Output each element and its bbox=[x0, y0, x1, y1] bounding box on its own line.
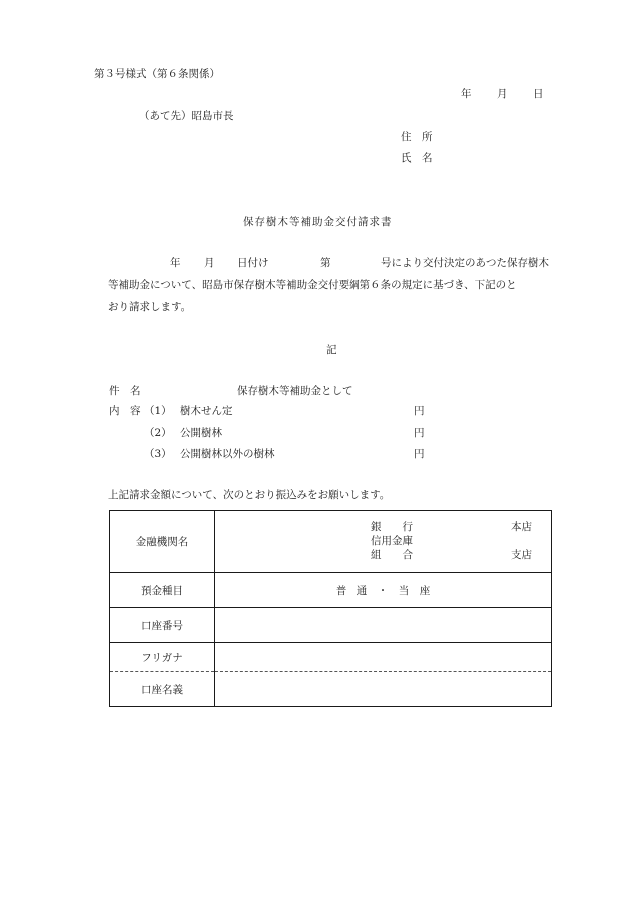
furigana-label-cell bbox=[110, 643, 215, 672]
content-item-number: （1） bbox=[144, 405, 172, 417]
body-line-3: おり請求します。 bbox=[108, 301, 192, 313]
content-item-number: （2） bbox=[144, 427, 172, 439]
account-number-label-cell bbox=[110, 608, 215, 643]
content-item-text: 樹木せん定 bbox=[180, 405, 233, 417]
date-year-label: 年 bbox=[461, 88, 472, 100]
content-item-number: （3） bbox=[144, 448, 172, 460]
document-title: 保存樹木等補助金交付請求書 bbox=[243, 216, 393, 228]
form-number: 第３号様式（第６条関係） bbox=[94, 68, 220, 80]
deposit-type-label: 預金種目 bbox=[141, 584, 183, 597]
institution-label: 金融機関名 bbox=[135, 536, 189, 548]
deposit-type-label-cell bbox=[110, 573, 215, 608]
content-label: 内 容 bbox=[109, 405, 141, 417]
decision-dated-label: 日付け bbox=[237, 257, 269, 269]
content-item-unit: 円 bbox=[414, 405, 425, 417]
content-item-text: 公開樹林 bbox=[180, 427, 222, 439]
institution-label-cell bbox=[110, 511, 215, 573]
subject-value: 保存樹木等補助金として bbox=[237, 385, 353, 397]
content-item-unit: 円 bbox=[414, 448, 425, 460]
subject-label: 件 名 bbox=[109, 385, 141, 397]
branch-head-office: 本店 bbox=[511, 521, 532, 533]
body-line-2: 等補助金について、昭島市保存樹木等補助金交付要綱第６条の規定に基づき、下記のと bbox=[108, 279, 517, 291]
account-name-field[interactable] bbox=[215, 672, 552, 707]
decision-line1-rest: 号により交付決定のあつた保存樹木 bbox=[381, 257, 549, 269]
branch-sub-office: 支店 bbox=[511, 549, 532, 561]
decision-year-label: 年 bbox=[170, 257, 181, 269]
bank-account-table bbox=[109, 510, 552, 707]
account-name-label-cell bbox=[110, 672, 215, 707]
decision-month-label: 月 bbox=[204, 257, 215, 269]
content-item-unit: 円 bbox=[414, 427, 425, 439]
addressee: （あて先）昭島市長 bbox=[139, 110, 234, 122]
decision-number-prefix: 第 bbox=[320, 257, 331, 269]
institution-type-bank: 銀 行 bbox=[371, 521, 413, 533]
ki-heading: 記 bbox=[326, 344, 337, 356]
name-label: 氏 名 bbox=[401, 152, 433, 164]
address-label: 住 所 bbox=[401, 131, 433, 143]
deposit-type-options: 普 通 ・ 当 座 bbox=[335, 584, 431, 597]
date-month-label: 月 bbox=[497, 88, 508, 100]
furigana-label: フリガナ bbox=[141, 651, 183, 664]
account-number-field[interactable] bbox=[215, 608, 552, 643]
content-item-text: 公開樹林以外の樹林 bbox=[180, 448, 275, 460]
date-day-label: 日 bbox=[533, 88, 544, 100]
transfer-request-note: 上記請求金額について、次のとおり振込みをお願いします。 bbox=[108, 489, 391, 501]
deposit-type-value-cell[interactable] bbox=[215, 573, 552, 608]
institution-type-shinkin: 信用金庫 bbox=[371, 535, 413, 547]
furigana-field[interactable] bbox=[215, 643, 552, 672]
account-name-label: 口座名義 bbox=[141, 683, 183, 696]
institution-value-cell[interactable] bbox=[215, 511, 552, 573]
account-number-label: 口座番号 bbox=[141, 619, 183, 632]
institution-type-kumiai: 組 合 bbox=[371, 549, 413, 561]
